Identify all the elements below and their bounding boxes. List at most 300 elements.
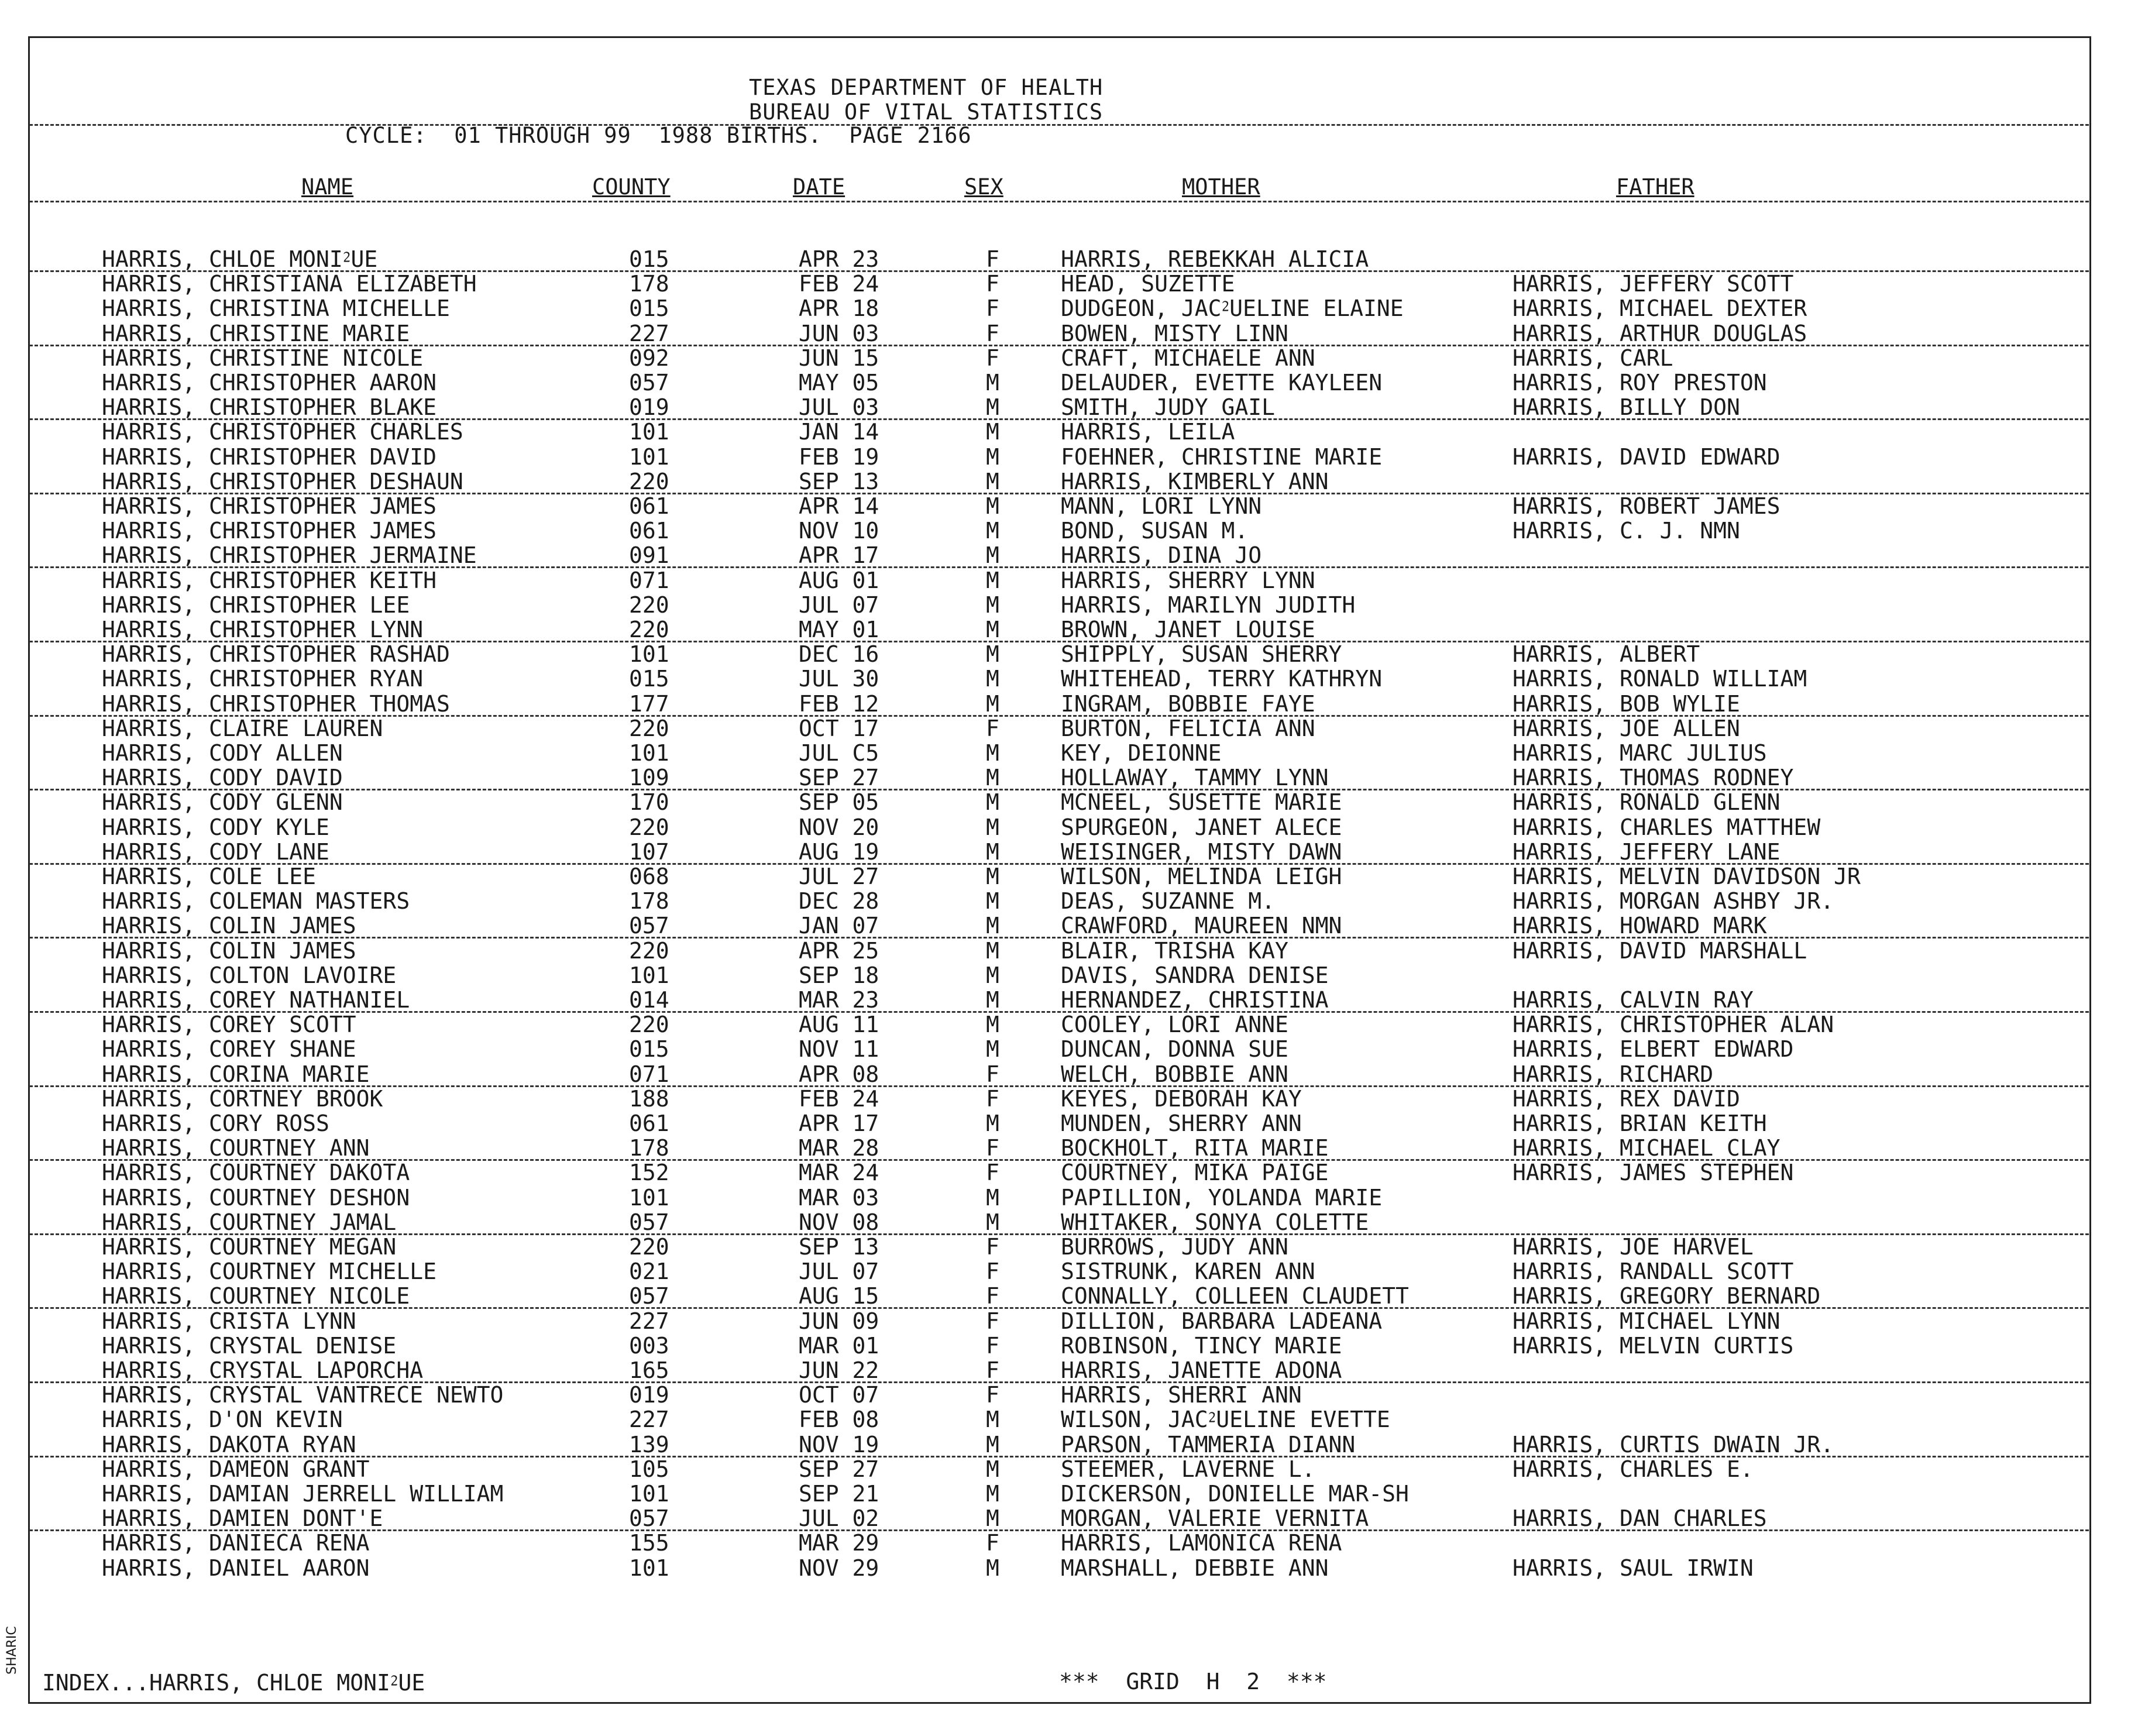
row-sex: F — [986, 1382, 999, 1408]
row-sex: F — [986, 345, 999, 371]
row-sex: F — [986, 1357, 999, 1383]
row-county: 109 — [629, 765, 669, 790]
table-row — [0, 1358, 2138, 1383]
row-name: HARRIS, CHRISTIANA ELIZABETH — [102, 271, 477, 297]
table-row — [0, 1235, 2138, 1259]
table-row — [0, 1037, 2138, 1061]
row-father: HARRIS, RICHARD — [1513, 1061, 1714, 1087]
row-county: 220 — [629, 1234, 669, 1260]
row-father: HARRIS, JOE HARVEL — [1513, 1234, 1754, 1260]
row-mother: HARRIS, REBEKKAH ALICIA — [1061, 246, 1369, 272]
row-mother: HERNANDEZ, CHRISTINA — [1061, 987, 1329, 1013]
table-row — [0, 1506, 2138, 1531]
table-row — [0, 1284, 2138, 1308]
row-father: HARRIS, ROBERT JAMES — [1513, 493, 1780, 519]
row-mother: SPURGEON, JANET ALECE — [1061, 814, 1342, 840]
row-date: JAN 07 — [799, 913, 879, 939]
row-mother: HARRIS, SHERRY LYNN — [1061, 568, 1315, 593]
row-date: APR 23 — [799, 246, 879, 272]
table-row — [0, 617, 2138, 642]
row-mother: PAPILLION, YOLANDA MARIE — [1061, 1185, 1383, 1211]
row-name: HARRIS, CODY KYLE — [102, 814, 329, 840]
table-row — [0, 395, 2138, 420]
table-row — [0, 1111, 2138, 1136]
table-row — [0, 666, 2138, 691]
row-name: HARRIS, COURTNEY MICHELLE — [102, 1259, 436, 1284]
row-father: HARRIS, RONALD GLENN — [1513, 789, 1780, 815]
row-sex: M — [986, 913, 999, 939]
row-father: HARRIS, DAVID EDWARD — [1513, 444, 1780, 470]
row-name: HARRIS, CHRISTOPHER CHARLES — [102, 419, 463, 445]
row-county: 220 — [629, 617, 669, 642]
row-mother: BROWN, JANET LOUISE — [1061, 617, 1315, 642]
row-sex: M — [986, 518, 999, 544]
row-name: HARRIS, D'ON KEVIN — [102, 1407, 343, 1432]
table-row — [0, 1333, 2138, 1358]
column-header-mother: MOTHER — [1182, 174, 1260, 200]
table-row — [0, 469, 2138, 494]
row-mother: SMITH, JUDY GAIL — [1061, 394, 1276, 420]
footer-index: INDEX...HARRIS, CHLOE MONI⁲UE — [42, 1670, 425, 1696]
row-county: 220 — [629, 716, 669, 741]
row-name: HARRIS, CHRISTOPHER DAVID — [102, 444, 436, 470]
row-father: HARRIS, SAUL IRWIN — [1513, 1555, 1754, 1581]
row-county: 220 — [629, 814, 669, 840]
row-county: 101 — [629, 962, 669, 988]
table-row — [0, 1531, 2138, 1555]
row-county: 015 — [629, 666, 669, 692]
row-sex: M — [986, 1036, 999, 1062]
table-row — [0, 370, 2138, 395]
row-name: HARRIS, CHRISTOPHER THOMAS — [102, 691, 450, 717]
row-county: 101 — [629, 740, 669, 766]
row-sex: F — [986, 1308, 999, 1334]
row-date: MAY 01 — [799, 617, 879, 642]
row-date: JUN 09 — [799, 1308, 879, 1334]
row-name: HARRIS, CHRISTOPHER AARON — [102, 370, 436, 396]
row-mother: SHIPPLY, SUSAN SHERRY — [1061, 641, 1342, 667]
row-name: HARRIS, CORTNEY BROOK — [102, 1086, 383, 1112]
row-date: MAR 01 — [799, 1333, 879, 1359]
row-father: HARRIS, CHARLES E. — [1513, 1456, 1754, 1482]
row-name: HARRIS, COLIN JAMES — [102, 938, 356, 964]
row-mother: COOLEY, LORI ANNE — [1061, 1012, 1288, 1037]
row-sex: M — [986, 888, 999, 914]
table-row — [0, 568, 2138, 593]
row-county: 105 — [629, 1456, 669, 1482]
row-sex: M — [986, 962, 999, 988]
row-father: HARRIS, CALVIN RAY — [1513, 987, 1754, 1013]
row-father: HARRIS, GREGORY BERNARD — [1513, 1283, 1821, 1309]
row-mother: INGRAM, BOBBIE FAYE — [1061, 691, 1315, 717]
side-label: SHARIC — [5, 1626, 19, 1675]
column-header-date: DATE — [793, 174, 845, 200]
row-name: HARRIS, COURTNEY ANN — [102, 1135, 370, 1161]
row-date: APR 14 — [799, 493, 879, 519]
row-sex: M — [986, 938, 999, 964]
row-mother: HARRIS, SHERRI ANN — [1061, 1382, 1302, 1408]
row-date: JUL 07 — [799, 592, 879, 618]
row-name: HARRIS, CLAIRE LAUREN — [102, 716, 383, 741]
row-name: HARRIS, CODY DAVID — [102, 765, 343, 790]
row-father: HARRIS, THOMAS RODNEY — [1513, 765, 1794, 790]
row-mother: HARRIS, LEILA — [1061, 419, 1235, 445]
row-date: APR 25 — [799, 938, 879, 964]
row-father: HARRIS, MORGAN ASHBY JR. — [1513, 888, 1834, 914]
row-name: HARRIS, COLIN JAMES — [102, 913, 356, 939]
row-father: HARRIS, MELVIN CURTIS — [1513, 1333, 1794, 1359]
row-date: SEP 05 — [799, 789, 879, 815]
table-row — [0, 321, 2138, 346]
row-name: HARRIS, CODY LANE — [102, 839, 329, 865]
row-sex: F — [986, 295, 999, 321]
row-name: HARRIS, CHRISTOPHER DESHAUN — [102, 469, 463, 494]
row-county: 107 — [629, 839, 669, 865]
row-mother: CRAWFORD, MAUREEN NMN — [1061, 913, 1342, 939]
row-mother: BLAIR, TRISHA KAY — [1061, 938, 1288, 964]
row-mother: FOEHNER, CHRISTINE MARIE — [1061, 444, 1383, 470]
row-date: MAY 05 — [799, 370, 879, 396]
row-county: 227 — [629, 1308, 669, 1334]
table-row — [0, 840, 2138, 864]
row-father: HARRIS, HOWARD MARK — [1513, 913, 1767, 939]
row-mother: HARRIS, MARILYN JUDITH — [1061, 592, 1356, 618]
row-date: SEP 27 — [799, 765, 879, 790]
row-father: HARRIS, ELBERT EDWARD — [1513, 1036, 1794, 1062]
row-county: 057 — [629, 1283, 669, 1309]
row-name: HARRIS, COURTNEY DAKOTA — [102, 1160, 410, 1185]
row-sex: M — [986, 864, 999, 889]
row-father: HARRIS, RONALD WILLIAM — [1513, 666, 1807, 692]
row-sex: M — [986, 1456, 999, 1482]
row-name: HARRIS, CHRISTOPHER JAMES — [102, 518, 436, 544]
row-name: HARRIS, DAMIEN DONT'E — [102, 1505, 383, 1531]
row-date: AUG 19 — [799, 839, 879, 865]
table-row — [0, 765, 2138, 790]
row-county: 188 — [629, 1086, 669, 1112]
row-county: 155 — [629, 1530, 669, 1556]
row-date: NOV 29 — [799, 1555, 879, 1581]
table-row — [0, 445, 2138, 469]
table-row — [0, 741, 2138, 765]
row-father: HARRIS, CHARLES MATTHEW — [1513, 814, 1821, 840]
row-date: APR 18 — [799, 295, 879, 321]
row-county: 220 — [629, 1012, 669, 1037]
row-father: HARRIS, ALBERT — [1513, 641, 1700, 667]
row-date: FEB 24 — [799, 1086, 879, 1112]
row-date: NOV 19 — [799, 1432, 879, 1457]
row-sex: M — [986, 765, 999, 790]
row-name: HARRIS, CHLOE MONI⁲UE — [102, 246, 378, 272]
row-sex: F — [986, 1160, 999, 1185]
row-name: HARRIS, COLEMAN MASTERS — [102, 888, 410, 914]
row-sex: F — [986, 1259, 999, 1284]
row-mother: STEEMER, LAVERNE L. — [1061, 1456, 1315, 1482]
row-mother: DAVIS, SANDRA DENISE — [1061, 962, 1329, 988]
row-name: HARRIS, CRYSTAL DENISE — [102, 1333, 397, 1359]
row-father: HARRIS, CHRISTOPHER ALAN — [1513, 1012, 1834, 1037]
row-sex: M — [986, 469, 999, 494]
row-mother: KEY, DEIONNE — [1061, 740, 1222, 766]
row-county: 101 — [629, 419, 669, 445]
row-date: FEB 08 — [799, 1407, 879, 1432]
row-mother: DUDGEON, JAC⁲UELINE ELAINE — [1061, 295, 1404, 321]
row-sex: F — [986, 1061, 999, 1087]
row-date: JAN 14 — [799, 419, 879, 445]
row-county: 061 — [629, 518, 669, 544]
row-county: 057 — [629, 370, 669, 396]
row-date: DEC 28 — [799, 888, 879, 914]
row-date: OCT 17 — [799, 716, 879, 741]
row-date: APR 17 — [799, 542, 879, 568]
row-name: HARRIS, CODY GLENN — [102, 789, 343, 815]
row-county: 178 — [629, 888, 669, 914]
row-name: HARRIS, CRISTA LYNN — [102, 1308, 356, 1334]
row-county: 057 — [629, 1505, 669, 1531]
row-sex: M — [986, 493, 999, 519]
row-sex: M — [986, 617, 999, 642]
row-father: HARRIS, BRIAN KEITH — [1513, 1111, 1767, 1136]
row-date: NOV 10 — [799, 518, 879, 544]
header-bureau: BUREAU OF VITAL STATISTICS — [749, 99, 1104, 125]
table-row — [0, 692, 2138, 716]
column-header-name: NAME — [301, 174, 354, 200]
row-county: 101 — [629, 1555, 669, 1581]
row-sex: M — [986, 592, 999, 618]
row-county: 178 — [629, 1135, 669, 1161]
row-father: HARRIS, MARC JULIUS — [1513, 740, 1767, 766]
row-name: HARRIS, CHRISTOPHER JERMAINE — [102, 542, 477, 568]
row-sex: F — [986, 716, 999, 741]
row-county: 227 — [629, 1407, 669, 1432]
table-row — [0, 790, 2138, 814]
row-county: 220 — [629, 592, 669, 618]
row-sex: F — [986, 1283, 999, 1309]
row-county: 071 — [629, 1061, 669, 1087]
row-sex: F — [986, 321, 999, 346]
row-sex: F — [986, 1135, 999, 1161]
row-sex: M — [986, 641, 999, 667]
row-name: HARRIS, COLE LEE — [102, 864, 317, 889]
row-county: 101 — [629, 444, 669, 470]
row-mother: CRAFT, MICHAELE ANN — [1061, 345, 1315, 371]
row-sex: M — [986, 789, 999, 815]
row-mother: COURTNEY, MIKA PAIGE — [1061, 1160, 1329, 1185]
row-county: 021 — [629, 1259, 669, 1284]
row-father: HARRIS, MICHAEL CLAY — [1513, 1135, 1780, 1161]
row-name: HARRIS, COLTON LAVOIRE — [102, 962, 397, 988]
row-county: 101 — [629, 1481, 669, 1507]
row-mother: MORGAN, VALERIE VERNITA — [1061, 1505, 1369, 1531]
row-father: HARRIS, DAN CHARLES — [1513, 1505, 1767, 1531]
row-mother: ROBINSON, TINCY MARIE — [1061, 1333, 1342, 1359]
table-row — [0, 1481, 2138, 1506]
row-mother: MARSHALL, DEBBIE ANN — [1061, 1555, 1329, 1581]
table-row — [0, 939, 2138, 963]
row-sex: F — [986, 1530, 999, 1556]
row-mother: WHITAKER, SONYA COLETTE — [1061, 1209, 1369, 1235]
row-sex: M — [986, 1111, 999, 1136]
table-row — [0, 864, 2138, 889]
row-sex: M — [986, 1407, 999, 1432]
header-cycle: CYCLE: 01 THROUGH 99 1988 BIRTHS. PAGE 2166 — [345, 123, 972, 148]
row-mother: CONNALLY, COLLEEN CLAUDETT — [1061, 1283, 1409, 1309]
row-date: MAR 24 — [799, 1160, 879, 1185]
row-sex: M — [986, 1209, 999, 1235]
row-county: 019 — [629, 1382, 669, 1408]
row-date: NOV 08 — [799, 1209, 879, 1235]
row-mother: MANN, LORI LYNN — [1061, 493, 1262, 519]
row-sex: F — [986, 246, 999, 272]
row-county: 220 — [629, 938, 669, 964]
row-date: JUN 03 — [799, 321, 879, 346]
row-father: HARRIS, CURTIS DWAIN JR. — [1513, 1432, 1834, 1457]
row-sex: F — [986, 1086, 999, 1112]
header-divider — [29, 124, 2089, 126]
row-county: 101 — [629, 1185, 669, 1211]
row-date: OCT 07 — [799, 1382, 879, 1408]
row-county: 152 — [629, 1160, 669, 1185]
row-mother: HOLLAWAY, TAMMY LYNN — [1061, 765, 1329, 790]
row-date: SEP 21 — [799, 1481, 879, 1507]
row-father: HARRIS, JEFFERY LANE — [1513, 839, 1780, 865]
row-mother: DUNCAN, DONNA SUE — [1061, 1036, 1288, 1062]
row-county: 165 — [629, 1357, 669, 1383]
row-date: SEP 18 — [799, 962, 879, 988]
row-date: SEP 13 — [799, 469, 879, 494]
row-mother: HARRIS, LAMONICA RENA — [1061, 1530, 1342, 1556]
row-father: HARRIS, MICHAEL DEXTER — [1513, 295, 1807, 321]
table-row — [0, 247, 2138, 271]
row-name: HARRIS, CORINA MARIE — [102, 1061, 370, 1087]
row-date: MAR 29 — [799, 1530, 879, 1556]
row-name: HARRIS, COREY SCOTT — [102, 1012, 356, 1037]
row-sex: M — [986, 370, 999, 396]
row-date: JUL 07 — [799, 1259, 879, 1284]
table-row — [0, 1012, 2138, 1037]
table-row — [0, 1160, 2138, 1185]
row-date: AUG 15 — [799, 1283, 879, 1309]
table-row — [0, 642, 2138, 666]
row-name: HARRIS, CHRISTINA MICHELLE — [102, 295, 450, 321]
row-father: HARRIS, JOE ALLEN — [1513, 716, 1740, 741]
row-date: AUG 01 — [799, 568, 879, 593]
row-sex: M — [986, 839, 999, 865]
footer-grid: *** GRID H 2 *** — [1059, 1669, 1327, 1694]
row-sex: M — [986, 1555, 999, 1581]
row-sex: M — [986, 814, 999, 840]
table-row — [0, 889, 2138, 913]
row-mother: DEAS, SUZANNE M. — [1061, 888, 1276, 914]
row-mother: BOCKHOLT, RITA MARIE — [1061, 1135, 1329, 1161]
row-name: HARRIS, DAKOTA RYAN — [102, 1432, 356, 1457]
row-county: 092 — [629, 345, 669, 371]
row-father: HARRIS, DAVID MARSHALL — [1513, 938, 1807, 964]
row-sex: M — [986, 1012, 999, 1037]
row-name: HARRIS, CHRISTOPHER LEE — [102, 592, 410, 618]
row-mother: MUNDEN, SHERRY ANN — [1061, 1111, 1302, 1136]
row-mother: HEAD, SUZETTE — [1061, 271, 1235, 297]
row-county: 019 — [629, 394, 669, 420]
row-sex: M — [986, 740, 999, 766]
row-name: HARRIS, CODY ALLEN — [102, 740, 343, 766]
header-department: TEXAS DEPARTMENT OF HEALTH — [749, 75, 1104, 100]
table-row — [0, 1185, 2138, 1210]
table-row — [0, 1556, 2138, 1580]
row-date: SEP 13 — [799, 1234, 879, 1260]
table-row — [0, 716, 2138, 741]
row-mother: WHITEHEAD, TERRY KATHRYN — [1061, 666, 1383, 692]
row-mother: BOWEN, MISTY LINN — [1061, 321, 1288, 346]
row-father: HARRIS, ARTHUR DOUGLAS — [1513, 321, 1807, 346]
row-sex: M — [986, 1185, 999, 1211]
row-mother: BURROWS, JUDY ANN — [1061, 1234, 1288, 1260]
row-mother: WILSON, MELINDA LEIGH — [1061, 864, 1342, 889]
table-row — [0, 1457, 2138, 1481]
row-mother: BURTON, FELICIA ANN — [1061, 716, 1315, 741]
row-county: 003 — [629, 1333, 669, 1359]
table-row — [0, 963, 2138, 988]
row-name: HARRIS, CRYSTAL LAPORCHA — [102, 1357, 424, 1383]
table-row — [0, 518, 2138, 543]
row-date: MAR 28 — [799, 1135, 879, 1161]
row-name: HARRIS, DAMEON GRANT — [102, 1456, 370, 1482]
row-date: SEP 27 — [799, 1456, 879, 1482]
table-row — [0, 815, 2138, 840]
row-date: JUL 03 — [799, 394, 879, 420]
row-county: 057 — [629, 913, 669, 939]
table-row — [0, 1309, 2138, 1333]
row-sex: M — [986, 419, 999, 445]
row-date: FEB 19 — [799, 444, 879, 470]
row-father: HARRIS, JEFFERY SCOTT — [1513, 271, 1794, 297]
row-name: HARRIS, COURTNEY DESHON — [102, 1185, 410, 1211]
row-county: 014 — [629, 987, 669, 1013]
row-date: AUG 11 — [799, 1012, 879, 1037]
row-sex: M — [986, 444, 999, 470]
row-name: HARRIS, CORY ROSS — [102, 1111, 329, 1136]
row-name: HARRIS, COREY NATHANIEL — [102, 987, 410, 1013]
row-date: JUN 22 — [799, 1357, 879, 1383]
table-row — [0, 913, 2138, 938]
row-name: HARRIS, CHRISTOPHER RYAN — [102, 666, 424, 692]
row-sex: F — [986, 1234, 999, 1260]
row-mother: HARRIS, KIMBERLY ANN — [1061, 469, 1329, 494]
row-name: HARRIS, DAMIAN JERRELL WILLIAM — [102, 1481, 504, 1507]
row-date: DEC 16 — [799, 641, 879, 667]
row-name: HARRIS, COREY SHANE — [102, 1036, 356, 1062]
row-sex: M — [986, 1481, 999, 1507]
row-mother: DELAUDER, EVETTE KAYLEEN — [1061, 370, 1383, 396]
row-county: 178 — [629, 271, 669, 297]
row-date: NOV 11 — [799, 1036, 879, 1062]
row-date: JUL 30 — [799, 666, 879, 692]
column-header-father: FATHER — [1616, 174, 1694, 200]
row-county: 071 — [629, 568, 669, 593]
column-header-sex: SEX — [964, 174, 1003, 200]
row-date: FEB 12 — [799, 691, 879, 717]
row-county: 227 — [629, 321, 669, 346]
row-mother: MCNEEL, SUSETTE MARIE — [1061, 789, 1342, 815]
row-sex: M — [986, 394, 999, 420]
row-mother: WILSON, JAC⁲UELINE EVETTE — [1061, 1407, 1390, 1432]
row-name: HARRIS, COURTNEY MEGAN — [102, 1234, 397, 1260]
row-sex: M — [986, 1505, 999, 1531]
row-county: 061 — [629, 493, 669, 519]
row-name: HARRIS, COURTNEY NICOLE — [102, 1283, 410, 1309]
table-row — [0, 1407, 2138, 1432]
table-row — [0, 494, 2138, 518]
